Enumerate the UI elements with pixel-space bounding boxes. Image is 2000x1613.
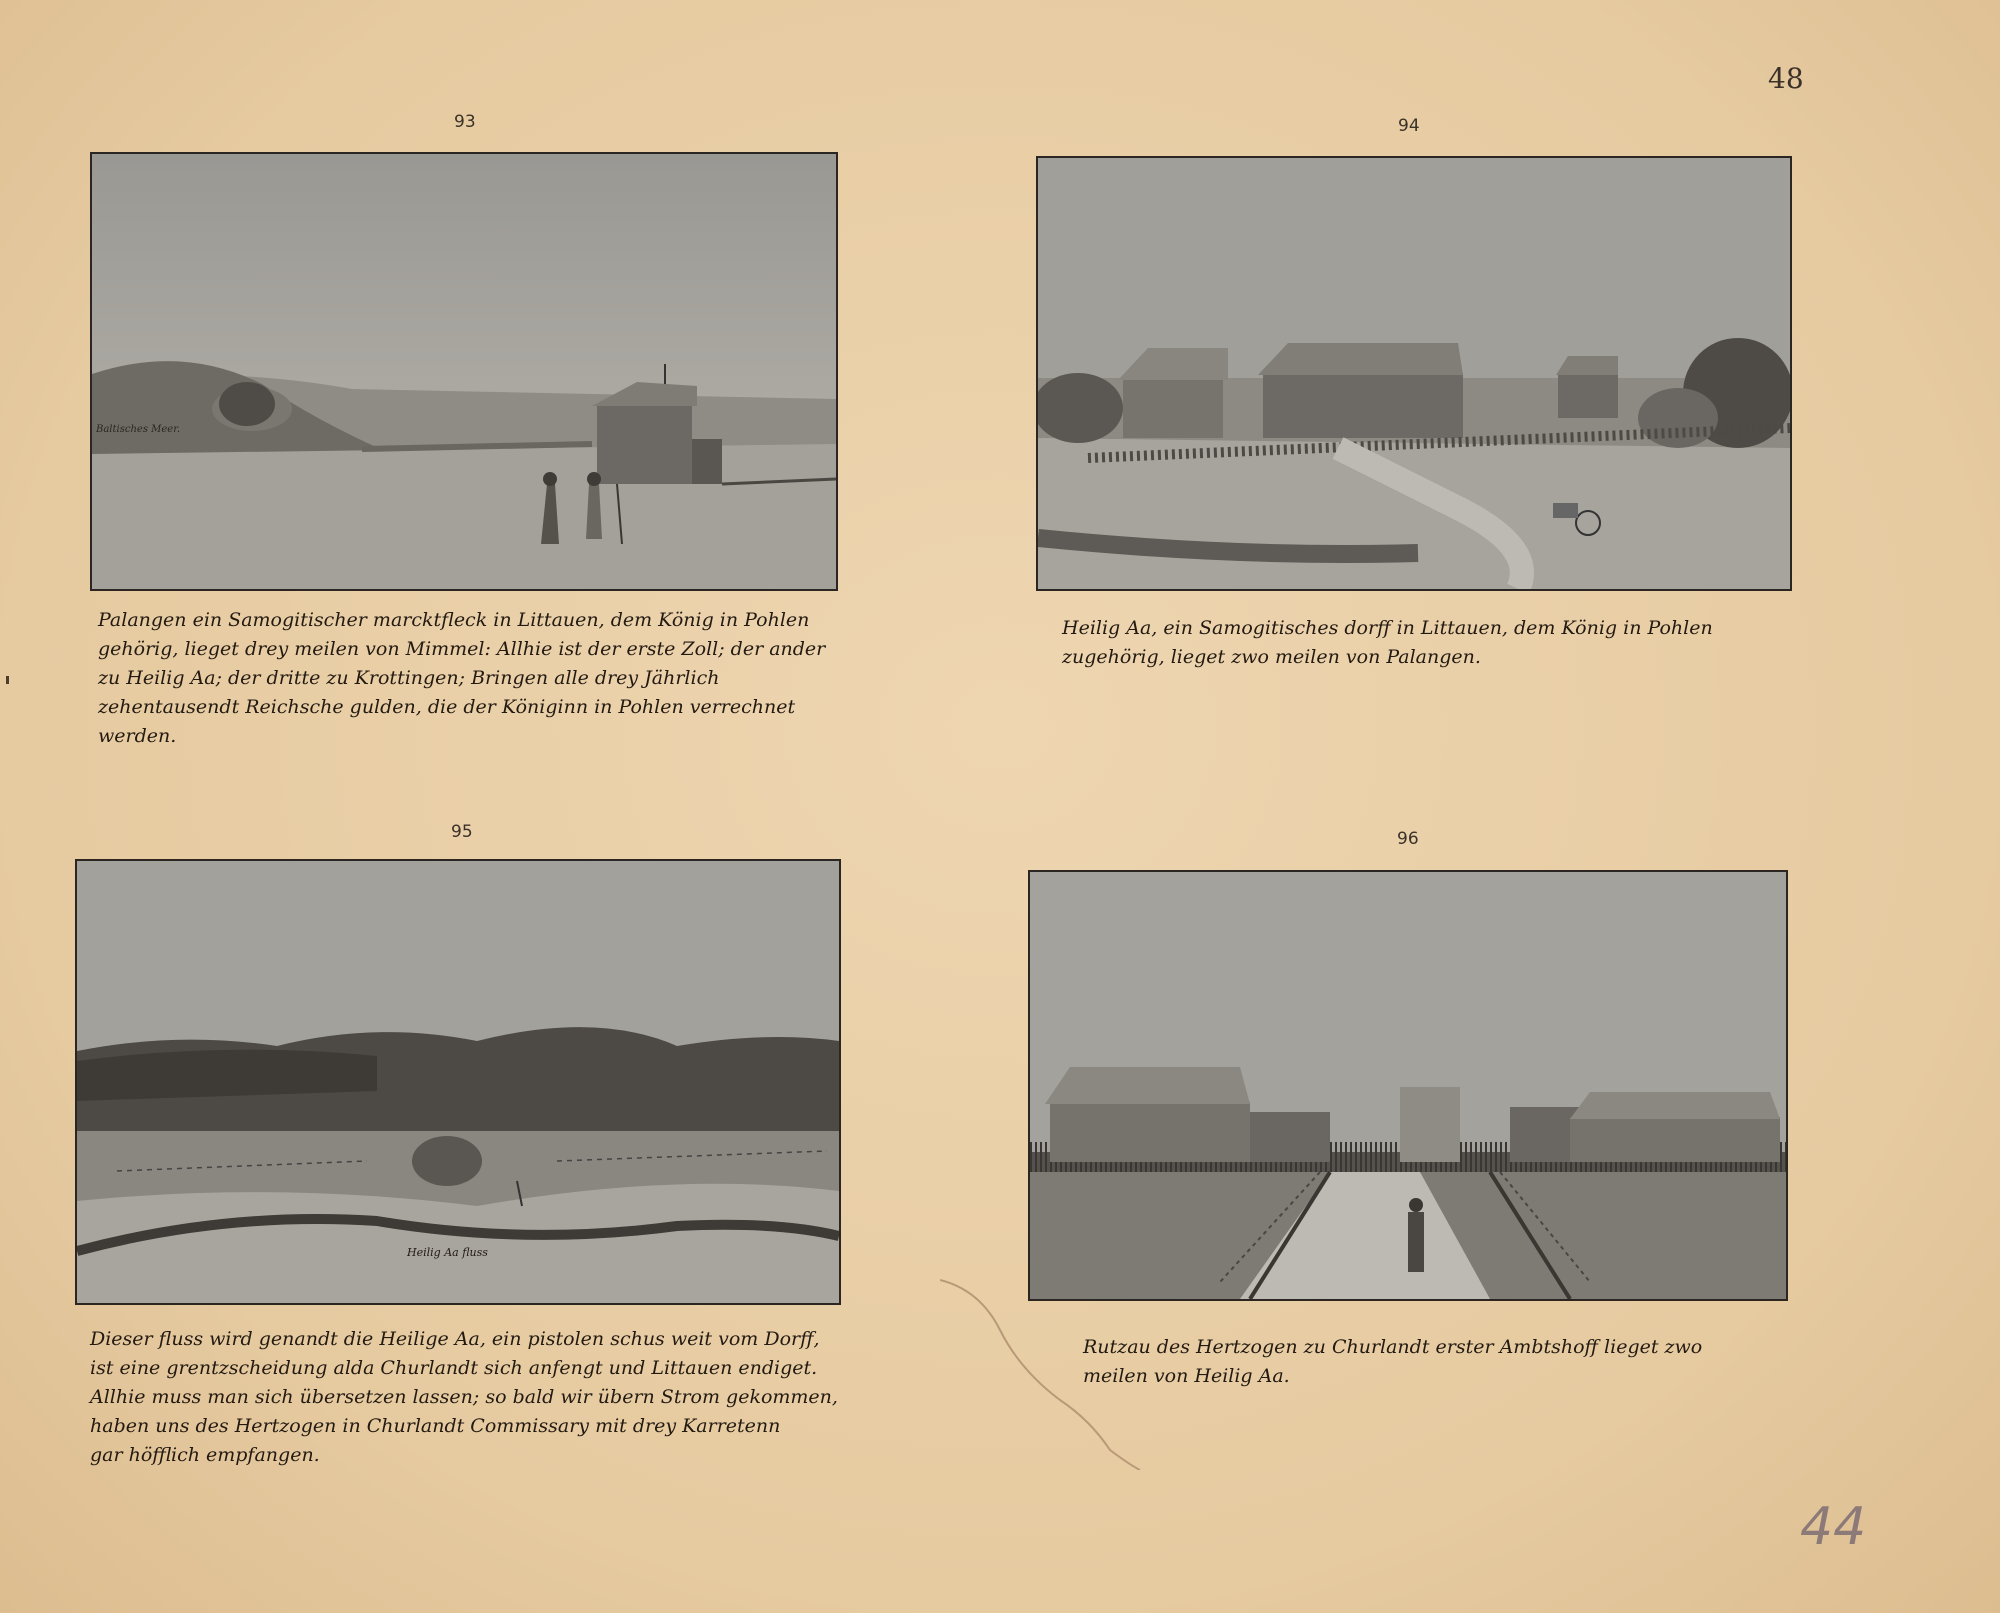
plate-94-caption: Heilig Aa, ein Samogitisches dorff in Littauen, dem König in Pohlen zugehörig, lieget zwo meilen von Palangen. bbox=[1062, 617, 1713, 668]
page-number: 48 bbox=[1768, 62, 1804, 95]
plate-number-96: 96 bbox=[1397, 829, 1419, 849]
paper-tear bbox=[940, 1270, 1200, 1470]
plate-93-image bbox=[90, 152, 838, 591]
plate-96-image bbox=[1028, 870, 1788, 1301]
plate-number-95: 95 bbox=[451, 822, 473, 842]
plate-93-caption: Palangen ein Samogitischer marcktfleck in Littauen, dem König in Pohlen gehörig, lieget drey meilen von Mimmel: Allhie ist der erste Zoll; der ander zu Heilig Aa; der dritte zu Krottingen; Bringen alle drey Jährlich zehentausendt Reichsche gulden, die der Königinn in Pohlen verrechnet werden. bbox=[98, 609, 826, 747]
pencil-annotation: 44 bbox=[1800, 1497, 1867, 1557]
margin-mark bbox=[6, 676, 9, 684]
plate-95-image bbox=[75, 859, 841, 1305]
plate-number-93: 93 bbox=[454, 112, 476, 132]
inscription-baltic-sea: Baltisches Meer. bbox=[96, 424, 181, 435]
plate-94-image bbox=[1036, 156, 1792, 591]
plate-number-94: 94 bbox=[1398, 116, 1420, 136]
plate-95-caption: Dieser fluss wird genandt die Heilige Aa, ein pistolen schus weit vom Dorff, ist eine grentzscheidung alda Churlandt sich anfengt und Littauen endiget. Allhie muss man sich übersetzen lassen; so bald wir übern Strom gekommen, haben uns des Hertzogen in Churlandt Commissary mit drey Karretenn gar höfflich empfangen. bbox=[90, 1328, 838, 1466]
plate-96-caption: Rutzau des Hertzogen zu Churlandt erster Ambtshoff lieget zwo meilen von Heilig Aa. bbox=[1083, 1336, 1703, 1387]
inscription-heilig-aa-fluss: Heilig Aa fluss bbox=[407, 1246, 488, 1259]
